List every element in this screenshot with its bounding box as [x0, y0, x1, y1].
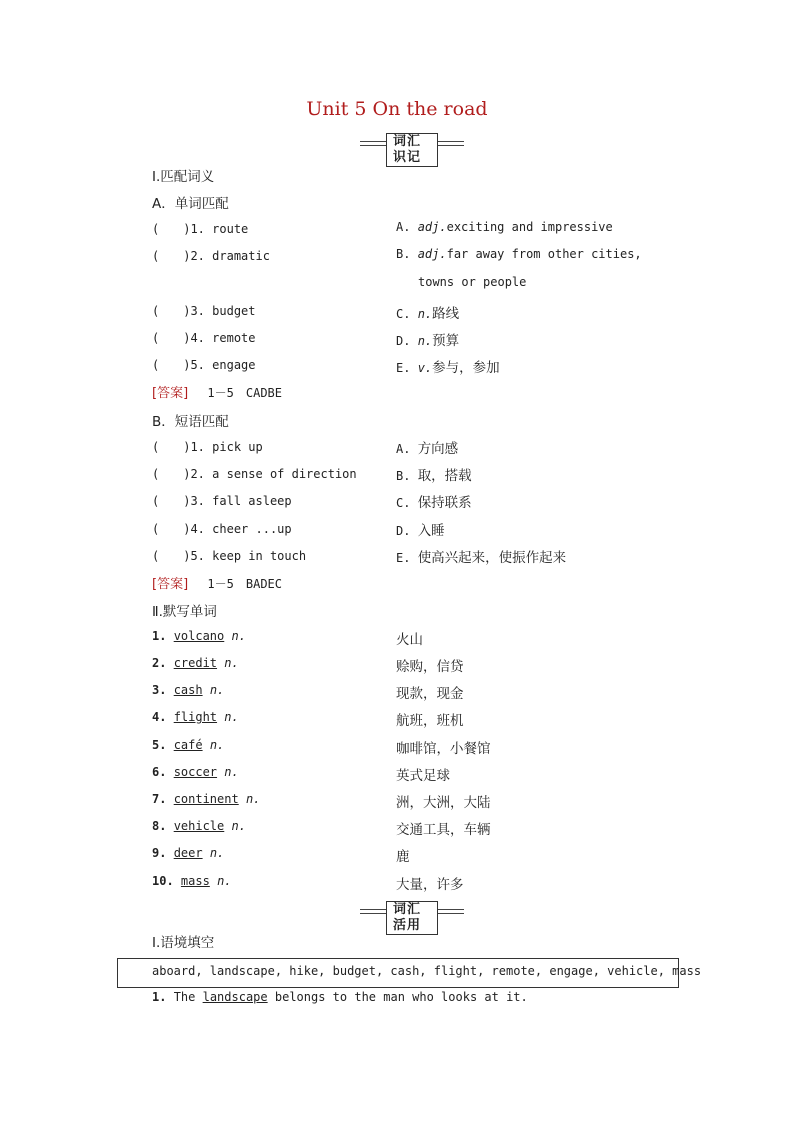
answer-word: continent: [173, 792, 239, 806]
answer-key-word-matching: [152, 382, 282, 401]
list-item: 10. mass n.: [152, 874, 232, 888]
list-item: ( )4. cheer ...up: [152, 522, 292, 536]
banner-label: 词汇活用: [386, 901, 438, 935]
answer-word: deer: [173, 846, 203, 860]
page-title: Unit 5 On the road: [306, 98, 488, 120]
meaning: 英式足球: [396, 768, 450, 784]
answer-value: 1－5 BADEC: [207, 577, 282, 591]
word-bank-box: [117, 958, 702, 988]
list-item: 1. volcano n.: [152, 629, 246, 643]
answer-word: café: [173, 738, 203, 752]
list-item: ( )5. keep in touch: [152, 549, 307, 563]
meaning: 火山: [396, 632, 423, 648]
definition-item: A. 方向感: [396, 441, 459, 457]
definition-item: B. adj.far away from other cities,: [396, 247, 642, 261]
answer-blank[interactable]: ( ): [152, 331, 191, 345]
list-item: 5. café n.: [152, 738, 225, 752]
list-item: 2. credit n.: [152, 656, 239, 670]
list-item: ( )3. budget: [152, 304, 256, 318]
section-banner-vocab-application: [360, 901, 464, 933]
definition-item: D. 入睡: [396, 523, 445, 539]
list-item: ( )5. engage: [152, 358, 256, 372]
answer-word: volcano: [173, 629, 225, 643]
definition-item: C. 保持联系: [396, 495, 472, 511]
list-item: ( )3. fall asleep: [152, 494, 292, 508]
answer-word: cash: [173, 683, 203, 697]
section-heading-dictation: Ⅱ.默写单词: [152, 604, 217, 620]
definition-item: E. v.参与，参加: [396, 360, 500, 376]
list-item: ( )1. pick up: [152, 440, 263, 454]
answer-blank[interactable]: ( ): [152, 222, 191, 236]
answer-blank[interactable]: ( ): [152, 249, 191, 263]
section-banner-vocab-recognition: [360, 133, 464, 165]
list-item: 7. continent n.: [152, 792, 261, 806]
list-item: 8. vehicle n.: [152, 819, 246, 833]
answer-word: vehicle: [173, 819, 225, 833]
meaning: 交通工具，车辆: [396, 822, 491, 838]
definition-item: E. 使高兴起来，使振作起来: [396, 550, 567, 566]
definition-item: C. n.路线: [396, 306, 460, 322]
meaning: 鹿: [396, 849, 410, 865]
banner-label: 词汇识记: [386, 133, 438, 167]
answer-key-phrase-matching: [152, 573, 282, 592]
answer-blank[interactable]: ( ): [152, 522, 191, 536]
definition-item: D. n.预算: [396, 333, 460, 349]
list-item: ( )2. dramatic: [152, 249, 270, 263]
definition-continuation: towns or people: [418, 275, 527, 289]
subsection-heading-word-matching: A．单词匹配: [152, 196, 229, 212]
answer-word: flight: [173, 710, 218, 724]
list-item: 6. soccer n.: [152, 765, 239, 779]
answer-blank[interactable]: ( ): [152, 304, 191, 318]
answer-word: landscape: [202, 990, 268, 1004]
list-item: ( )2. a sense of direction: [152, 467, 357, 481]
answer-blank[interactable]: ( ): [152, 358, 191, 372]
section-heading-context-fill: Ⅰ.语境填空: [152, 935, 215, 951]
list-item: 3. cash n.: [152, 683, 225, 697]
meaning: 航班，班机: [396, 713, 464, 729]
answer-blank[interactable]: ( ): [152, 549, 191, 563]
list-item: 4. flight n.: [152, 710, 239, 724]
answer-label: [答案]: [152, 577, 189, 592]
answer-word: mass: [180, 874, 210, 888]
meaning: 咖啡馆，小餐馆: [396, 741, 491, 757]
answer-value: 1－5 CADBE: [207, 386, 282, 400]
definition-item: B. 取，搭载: [396, 468, 472, 484]
meaning: 大量，许多: [396, 877, 464, 893]
answer-word: credit: [173, 656, 218, 670]
subsection-heading-phrase-matching: B．短语匹配: [152, 414, 229, 430]
section-heading-matching: Ⅰ.匹配词义: [152, 169, 215, 185]
list-item: 9. deer n.: [152, 846, 225, 860]
answer-blank[interactable]: ( ): [152, 440, 191, 454]
answer-label: [答案]: [152, 386, 189, 401]
answer-blank[interactable]: ( ): [152, 467, 191, 481]
list-item: ( )4. remote: [152, 331, 256, 345]
answer-word: soccer: [173, 765, 218, 779]
answer-blank[interactable]: ( ): [152, 494, 191, 508]
meaning: 赊购，信贷: [396, 659, 464, 675]
list-item: ( )1. route: [152, 222, 249, 236]
exercise-sentence: 1. The landscape belongs to the man who looks at it.: [152, 990, 528, 1004]
word-bank: aboard, landscape, hike, budget, cash, flight, remote, engage, vehicle, mass: [152, 964, 702, 978]
meaning: 洲，大洲，大陆: [396, 795, 491, 811]
definition-item: A. adj.exciting and impressive: [396, 220, 613, 234]
meaning: 现款，现金: [396, 686, 464, 702]
